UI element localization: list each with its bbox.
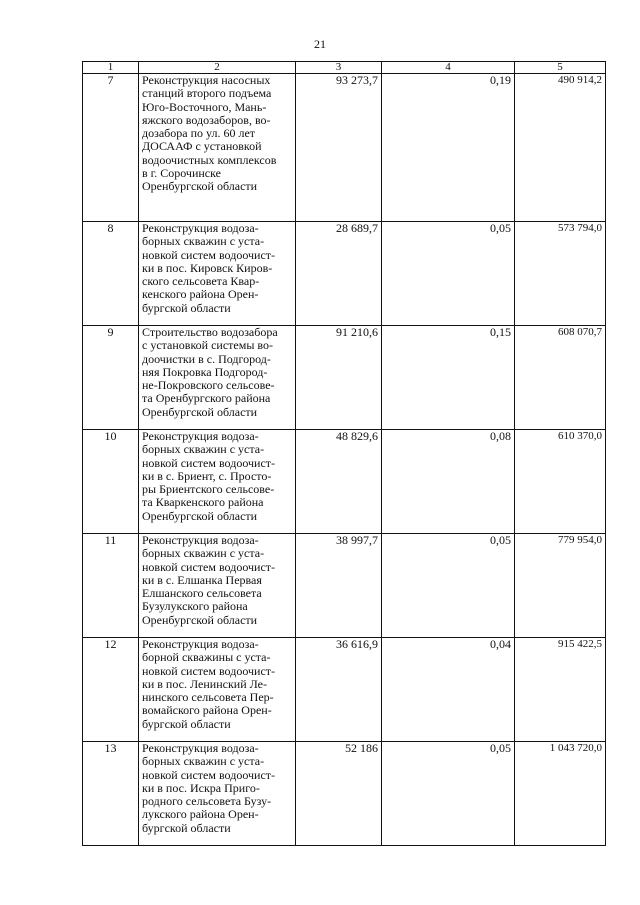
table-row: [83, 638, 606, 742]
description-line: Оренбургской области: [142, 179, 258, 194]
row-number: 10: [83, 430, 139, 534]
col5-value: 608 070,7: [515, 326, 606, 430]
col5-value: 573 794,0: [515, 222, 606, 326]
description-line: ры Бриентского сельсове-: [142, 482, 275, 497]
page-number: 21: [314, 37, 326, 51]
project-description: [139, 326, 296, 430]
description-line: ки в пос. Искра Приго-: [142, 780, 260, 795]
col4-value: 0,19: [382, 74, 515, 222]
col5-value: 915 422,5: [515, 638, 606, 742]
col4-value: 0,15: [382, 326, 515, 430]
table-row: [83, 742, 606, 846]
description-line: та Кваркенского района: [142, 495, 264, 510]
description-line: борных скважин с уста-: [142, 442, 265, 457]
col4-value: 0,04: [382, 638, 515, 742]
row-number: 11: [83, 534, 139, 638]
description-line: ского сельсовета Квар-: [142, 274, 260, 289]
description-line: борных скважин с уста-: [142, 546, 265, 561]
project-description: [139, 74, 296, 222]
description-line: яжского водозаборов, во-: [142, 112, 271, 127]
table-row: [83, 74, 606, 222]
description-line: ки в с. Бриент, с. Просто-: [142, 468, 272, 483]
description-line: в г. Сорочинске: [142, 166, 221, 181]
description-line: бургской области: [142, 300, 231, 315]
description-line: бургской области: [142, 820, 231, 835]
description-line: Реконструкция насосных: [142, 73, 271, 87]
description-line: борных скважин с уста-: [142, 234, 265, 249]
project-description: [139, 638, 296, 742]
description-line: лукского района Орен-: [142, 807, 259, 822]
table-row: [83, 430, 606, 534]
col3-value: 48 829,6: [296, 430, 382, 534]
description-line: Реконструкция водоза-: [142, 533, 259, 547]
description-line: борных скважин с уста-: [142, 754, 265, 769]
column-header: 5: [515, 62, 606, 74]
description-line: ДОСААФ с установкой: [142, 139, 262, 154]
description-line: бургской области: [142, 716, 231, 731]
row-number: 12: [83, 638, 139, 742]
col5-value: 610 370,0: [515, 430, 606, 534]
table-body: [83, 74, 606, 846]
description-line: борной скважины с уста-: [142, 650, 271, 665]
description-line: станций второго подъема: [142, 86, 272, 101]
col5-value: 1 043 720,0: [515, 742, 606, 846]
description-line: новкой систем водоочист-: [142, 663, 276, 678]
table-row: [83, 222, 606, 326]
description-line: не-Покровского сельсове-: [142, 378, 275, 393]
col4-value: 0,05: [382, 742, 515, 846]
description-line: Реконструкция водоза-: [142, 221, 259, 235]
project-description: [139, 742, 296, 846]
description-line: Реконструкция водоза-: [142, 741, 259, 755]
project-description: [139, 430, 296, 534]
data-table: [82, 61, 606, 846]
col4-value: 0,08: [382, 430, 515, 534]
description-line: вомайского района Орен-: [142, 703, 272, 718]
description-line: ки в с. Елшанка Первая: [142, 572, 262, 587]
col3-value: 93 273,7: [296, 74, 382, 222]
description-line: ки в пос. Ленинский Ле-: [142, 676, 267, 691]
description-line: с установкой системы во-: [142, 338, 273, 353]
project-description: [139, 222, 296, 326]
description-line: ки в пос. Кировск Киров-: [142, 260, 273, 275]
description-line: Реконструкция водоза-: [142, 429, 259, 443]
description-line: новкой систем водоочист-: [142, 455, 276, 470]
row-number: 7: [83, 74, 139, 222]
table-header-row: [83, 62, 606, 74]
description-line: та Оренбургского района: [142, 391, 271, 406]
description-line: няя Покровка Подгород-: [142, 364, 268, 379]
col4-value: 0,05: [382, 222, 515, 326]
row-number: 9: [83, 326, 139, 430]
col3-value: 28 689,7: [296, 222, 382, 326]
table-row: [83, 534, 606, 638]
description-line: дозабора по ул. 60 лет: [142, 126, 256, 141]
col3-value: 52 186: [296, 742, 382, 846]
description-line: Оренбургской области: [142, 404, 258, 419]
description-line: Юго-Восточного, Мань-: [142, 99, 267, 114]
col3-value: 91 210,6: [296, 326, 382, 430]
col4-value: 0,05: [382, 534, 515, 638]
description-line: Оренбургской области: [142, 612, 258, 627]
description-line: новкой систем водоочист-: [142, 247, 276, 262]
description-line: доочистки в с. Подгород-: [142, 351, 271, 366]
description-line: кенского района Орен-: [142, 287, 259, 302]
description-line: Бузулукского района: [142, 599, 248, 614]
col5-value: 779 954,0: [515, 534, 606, 638]
description-line: Реконструкция водоза-: [142, 637, 259, 651]
column-header: 2: [139, 62, 296, 74]
project-description: [139, 534, 296, 638]
column-header: 1: [83, 62, 139, 74]
description-line: водоочистных комплексов: [142, 152, 277, 167]
col5-value: 490 914,2: [515, 74, 606, 222]
column-header: 4: [382, 62, 515, 74]
row-number: 8: [83, 222, 139, 326]
description-line: Оренбургской области: [142, 508, 258, 523]
description-line: Елшанского сельсовета: [142, 586, 262, 601]
column-header: 3: [296, 62, 382, 74]
description-line: новкой систем водоочист-: [142, 559, 276, 574]
table-row: [83, 326, 606, 430]
description-line: новкой систем водоочист-: [142, 767, 276, 782]
row-number: 13: [83, 742, 139, 846]
description-line: Строительство водозабора: [142, 325, 278, 339]
col3-value: 38 997,7: [296, 534, 382, 638]
col3-value: 36 616,9: [296, 638, 382, 742]
description-line: нинского сельсовета Пер-: [142, 690, 274, 705]
description-line: родного сельсовета Бузу-: [142, 794, 272, 809]
